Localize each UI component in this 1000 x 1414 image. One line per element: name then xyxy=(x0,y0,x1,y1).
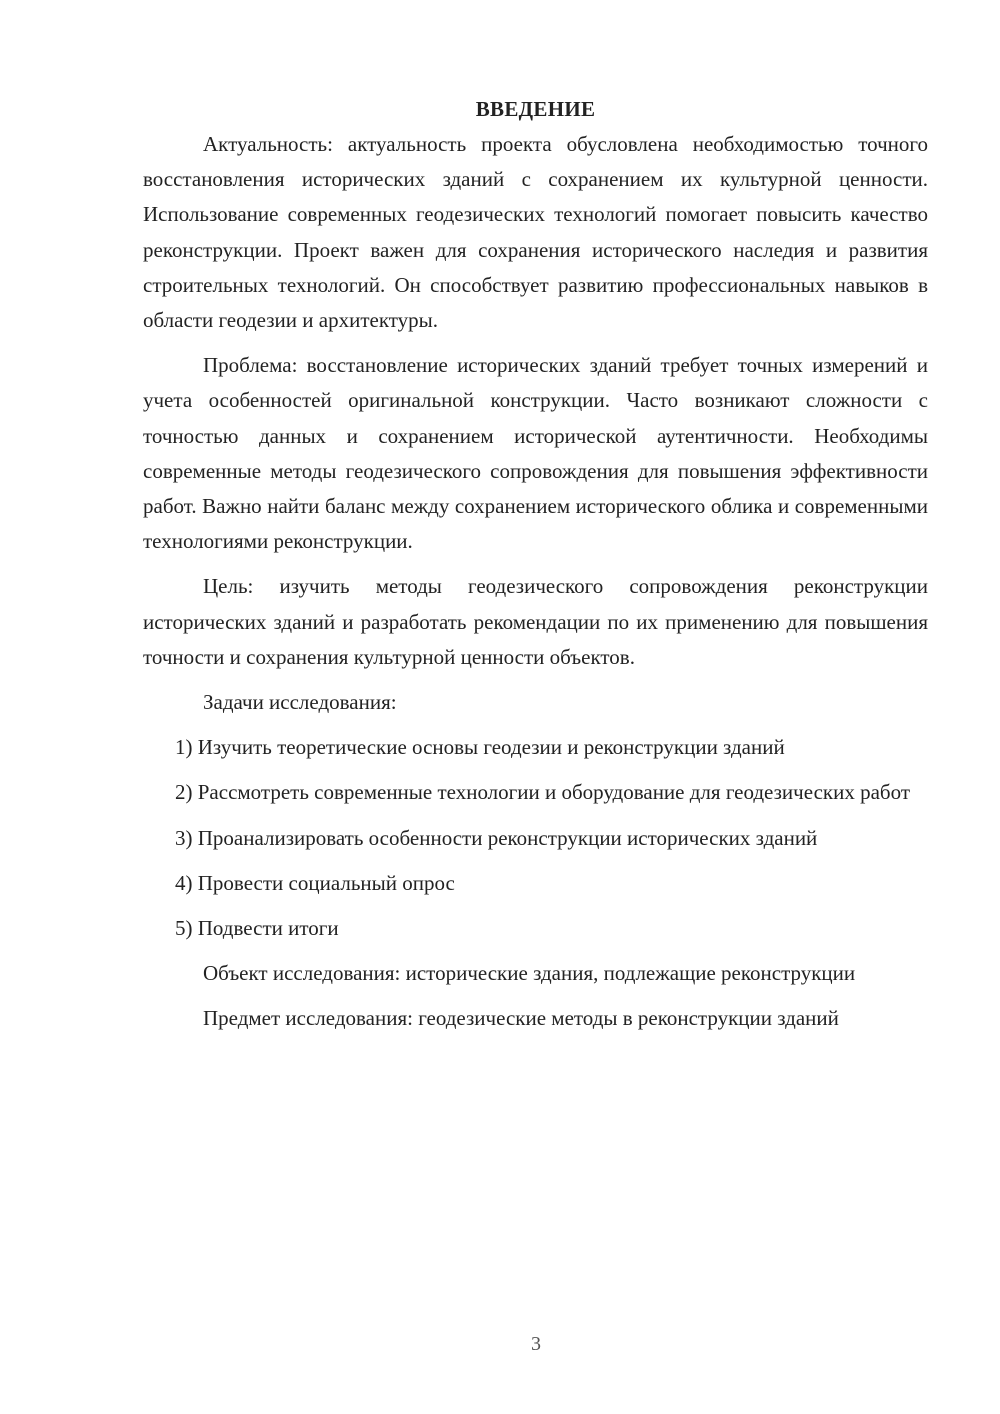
list-item: 3) Проанализировать особенности реконструкции исторических зданий xyxy=(175,825,818,850)
goal-paragraph: Цель: изучить методы геодезического сопровождения реконструкции исторических зданий и разработать рекомендации по их применению для повышения точности и сохранения культурной ценности объектов. xyxy=(143,574,928,669)
list-item: 1) Изучить теоретические основы геодезии и реконструкции зданий xyxy=(175,735,785,760)
relevance-paragraph: Актуальность: актуальность проекта обусловлена необходимостью точного восстановления исторических зданий с сохранением их культурной ценности. Использование современных геодезических технологий помогает повысить качество реконструкции. Проект важен для сохранения исторического наследия и развития строительных технологий. Он способствует развитию профессиональных навыков в области геодезии и архитектуры. xyxy=(143,132,928,333)
document-page xyxy=(143,92,928,1047)
problem-paragraph: Проблема: восстановление исторических зданий требует точных измерений и учета особенностей оригинальной конструкции. Часто возникают сложности с точностью данных и сохранением исторической аутентичности. Необходимы современные методы геодезического сопровождения для повышения эффективности работ. Важно найти баланс между сохранением исторического облика и современными технологиями реконструкции. xyxy=(143,353,928,554)
list-item: 4) Провести социальный опрос xyxy=(175,870,455,895)
object-paragraph: Объект исследования: исторические здания, подлежащие реконструкции xyxy=(203,961,856,986)
page-number: 3 xyxy=(531,1333,541,1355)
subject-paragraph: Предмет исследования: геодезические методы в реконструкции зданий xyxy=(203,1006,839,1031)
tasks-title: Задачи исследования: xyxy=(203,690,397,715)
list-item: 5) Подвести итоги xyxy=(175,916,339,941)
page-title: ВВЕДЕНИЕ xyxy=(475,97,596,121)
list-item: 2) Рассмотреть современные технологии и оборудование для геодезических работ xyxy=(175,780,910,805)
